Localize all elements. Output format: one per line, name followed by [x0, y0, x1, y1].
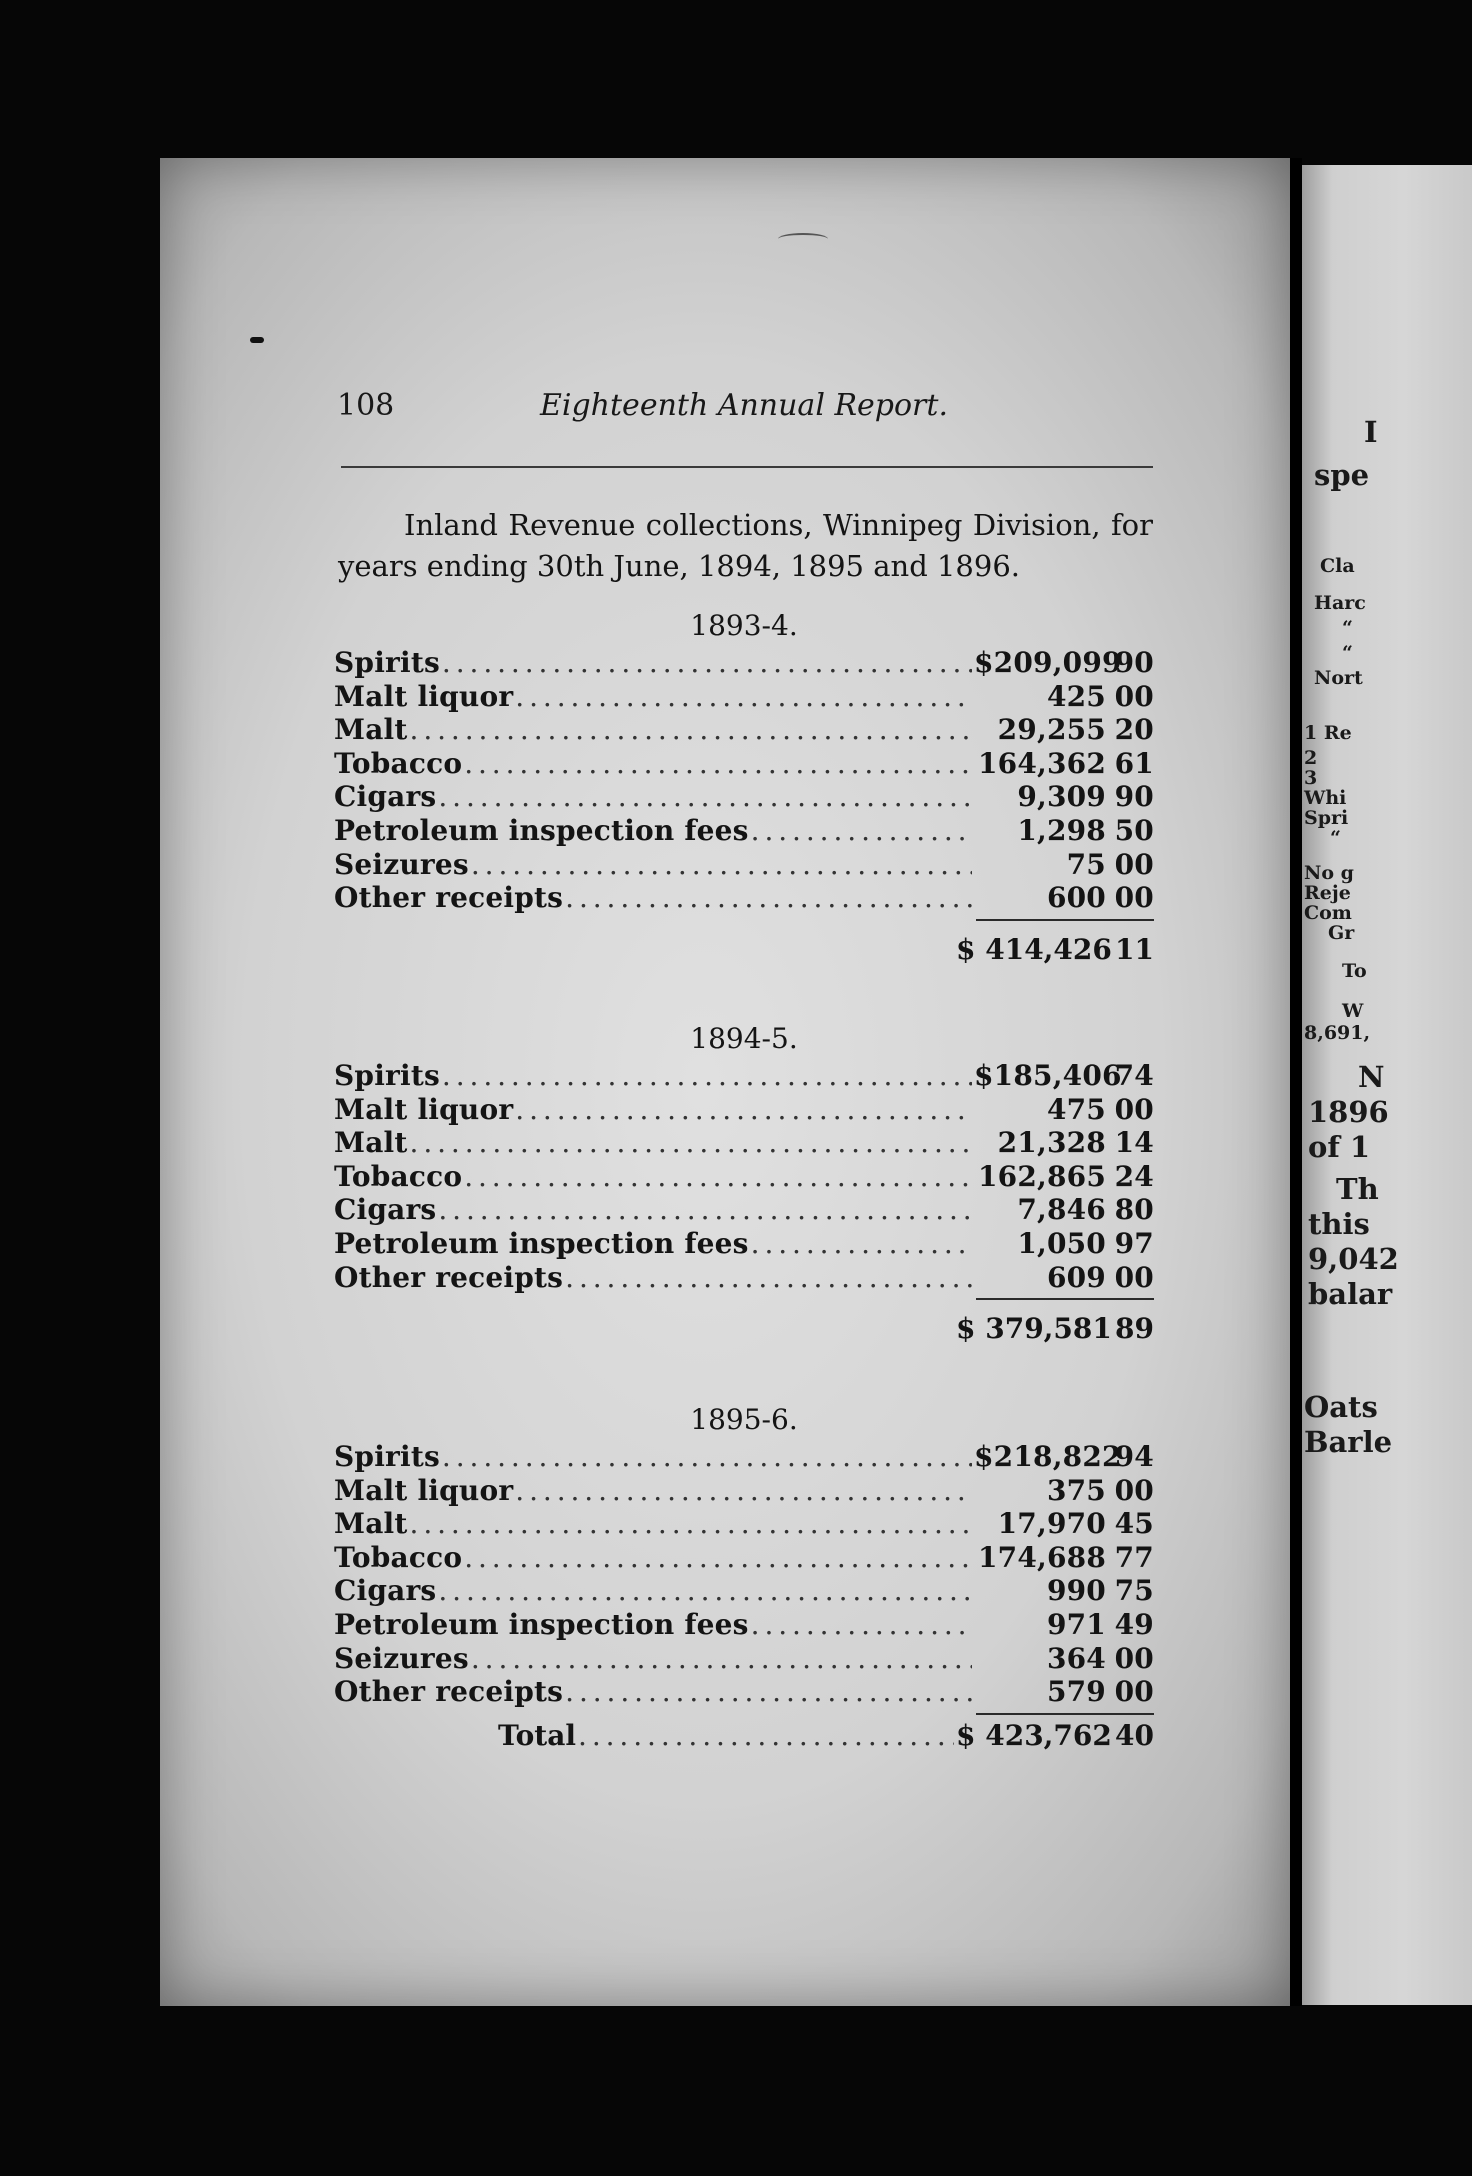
leader-dots [410, 1507, 972, 1540]
leader-dots [565, 881, 972, 914]
facing-page-fragment: Whi [1304, 787, 1347, 809]
row-label: Petroleum inspection fees [334, 1607, 749, 1641]
row-label: Spirits [334, 1440, 440, 1473]
row-dollars: 164,362 [977, 746, 1106, 780]
row-dollars: 9,309 [1017, 780, 1106, 814]
sum-cents: 89 [1115, 1312, 1154, 1346]
row-cents: 97 [1114, 1226, 1154, 1260]
row-cents: 00 [1114, 1473, 1154, 1507]
section-sum [334, 933, 1154, 973]
facing-page-fragment: Harc [1314, 592, 1366, 614]
row-cents: 24 [1114, 1159, 1154, 1193]
row-cents: 00 [1114, 1641, 1154, 1675]
revenue-section-1893-4 [334, 606, 1154, 973]
sum-rule [976, 1298, 1154, 1300]
row-label: Malt liquor [334, 1092, 514, 1126]
leader-dots [464, 1541, 972, 1574]
facing-page-fragment: 9,042 [1308, 1242, 1399, 1276]
row-label: Tobacco [334, 1159, 463, 1193]
table-row [334, 1160, 1154, 1194]
row-dollars: 21,328 [997, 1126, 1106, 1160]
row-dollars: 1,298 [1017, 813, 1106, 847]
table-row [334, 1608, 1154, 1642]
row-dollars: 375 [1046, 1473, 1106, 1507]
row-label: Cigars [334, 1193, 437, 1227]
facing-page-fragment: To [1342, 960, 1367, 982]
row-cents: 00 [1114, 881, 1154, 915]
leader-dots [442, 1440, 972, 1473]
running-title: Eighteenth Annual Report. [539, 388, 948, 423]
section-year: 1895-6. [690, 1403, 798, 1436]
row-dollars: 75 [1066, 847, 1106, 881]
book-page-right [1302, 165, 1472, 2005]
facing-page-fragment: spe [1314, 458, 1370, 492]
leader-dots [515, 680, 972, 713]
table-row [334, 1093, 1154, 1127]
row-label: Tobacco [334, 746, 463, 780]
section-year: 1894-5. [690, 1022, 798, 1055]
section-sum [334, 1312, 1154, 1352]
row-dollars: 17,970 [997, 1507, 1106, 1541]
row-cents: 50 [1114, 813, 1154, 847]
row-dollars: $209,099 [974, 646, 1122, 679]
grand-total [334, 1719, 1154, 1757]
table-row [334, 1440, 1154, 1474]
table-row [334, 1507, 1154, 1541]
row-cents: 49 [1114, 1607, 1154, 1641]
table-row [334, 780, 1154, 814]
leader-dots [442, 1059, 972, 1092]
row-dollars: 425 [1046, 679, 1106, 713]
row-label: Other receipts [334, 881, 564, 915]
revenue-section-1895-6 [334, 1400, 1154, 1757]
leader-dots [471, 848, 972, 881]
row-cents: 90 [1114, 646, 1154, 679]
table-row [334, 680, 1154, 714]
facing-page-fragment: 3 [1304, 767, 1318, 789]
facing-page-fragment: Reje [1304, 882, 1351, 904]
sum-dollars: $ 379,581 [956, 1312, 1112, 1346]
facing-page-fragment: Com [1304, 902, 1352, 924]
sum-dollars: $ 414,426 [956, 932, 1112, 966]
row-cents: 94 [1114, 1440, 1154, 1473]
table-row [334, 1126, 1154, 1160]
leader-dots [751, 1608, 972, 1641]
leader-dots [515, 1093, 972, 1126]
row-dollars: 7,846 [1017, 1193, 1106, 1227]
row-dollars: 990 [1046, 1574, 1106, 1608]
sum-rule [976, 1713, 1154, 1715]
row-dollars: 174,688 [977, 1540, 1106, 1574]
row-cents: 20 [1114, 713, 1154, 747]
leader-dots [438, 1193, 972, 1226]
facing-page-fragment: W [1342, 1000, 1364, 1022]
row-label: Petroleum inspection fees [334, 1226, 749, 1260]
page-header [337, 388, 1151, 428]
table-row [334, 1059, 1154, 1093]
row-dollars: 579 [1046, 1675, 1106, 1709]
page-number: 108 [337, 388, 395, 423]
row-dollars: 364 [1046, 1641, 1106, 1675]
facing-page-fragment: “ [1342, 642, 1353, 664]
row-label: Petroleum inspection fees [334, 813, 749, 847]
leader-dots [751, 1227, 972, 1260]
row-label: Cigars [334, 1574, 437, 1608]
table-row [334, 747, 1154, 781]
leader-dots [438, 780, 972, 813]
row-label: Tobacco [334, 1540, 463, 1574]
row-cents: 00 [1114, 1675, 1154, 1709]
facing-page-fragment: 2 [1304, 747, 1318, 769]
header-rule [341, 466, 1153, 468]
leader-dots [464, 1160, 972, 1193]
facing-page-fragment: Barle [1304, 1425, 1393, 1459]
facing-page-fragment: 1896 [1308, 1095, 1389, 1129]
table-row [334, 1574, 1154, 1608]
leader-dots [751, 814, 972, 847]
sum-rule [976, 919, 1154, 921]
table-row [334, 1227, 1154, 1261]
leader-dots [410, 1126, 972, 1159]
leader-dots [565, 1675, 972, 1708]
row-label: Malt [334, 1126, 408, 1160]
leader-dots [464, 747, 972, 780]
table-row [334, 1541, 1154, 1575]
facing-page-fragment: 1 Re [1304, 722, 1352, 744]
table-row [334, 848, 1154, 882]
row-cents: 61 [1114, 746, 1154, 780]
row-cents: 77 [1114, 1540, 1154, 1574]
row-dollars: 600 [1046, 881, 1106, 915]
leader-dots [471, 1642, 972, 1675]
table-row [334, 713, 1154, 747]
leader-dots [515, 1474, 972, 1507]
row-cents: 45 [1114, 1507, 1154, 1541]
leader-dots [442, 646, 972, 679]
row-label: Seizures [334, 1641, 469, 1675]
total-cents: 40 [1115, 1718, 1154, 1752]
facing-page-fragment: Spri [1304, 807, 1349, 829]
facing-page-fragment: Nort [1314, 667, 1363, 689]
pen-mark [778, 233, 828, 245]
leader-dots [578, 1719, 954, 1752]
row-cents: 00 [1114, 679, 1154, 713]
row-label: Spirits [334, 1059, 440, 1092]
row-dollars: 971 [1046, 1607, 1106, 1641]
facing-page-fragment: I [1364, 415, 1378, 449]
row-label: Cigars [334, 780, 437, 814]
facing-page-fragment: “ [1330, 827, 1341, 849]
row-label: Seizures [334, 847, 469, 881]
row-label: Malt [334, 1507, 408, 1541]
row-cents: 74 [1114, 1059, 1154, 1092]
row-dollars: $185,406 [974, 1059, 1122, 1092]
facing-page-fragment: Cla [1320, 555, 1355, 577]
leader-dots [410, 713, 972, 746]
table-row [334, 1193, 1154, 1227]
row-label: Malt liquor [334, 1473, 514, 1507]
facing-page-fragment: “ [1342, 617, 1353, 639]
leader-dots [438, 1574, 972, 1607]
facing-page-fragment: of 1 [1308, 1130, 1371, 1164]
row-cents: 14 [1114, 1126, 1154, 1160]
sum-cents: 11 [1115, 932, 1154, 966]
facing-page-fragment: balar [1308, 1277, 1393, 1311]
row-dollars: 162,865 [977, 1159, 1106, 1193]
row-dollars: 475 [1046, 1092, 1106, 1126]
facing-page-fragment: Oats [1304, 1390, 1378, 1424]
facing-page-fragment: Th [1336, 1172, 1379, 1206]
table-row [334, 881, 1154, 915]
revenue-section-1894-5 [334, 1019, 1154, 1352]
table-row [334, 646, 1154, 680]
row-label: Other receipts [334, 1675, 564, 1709]
total-dollars: $ 423,762 [956, 1718, 1112, 1752]
section-year: 1893-4. [690, 609, 798, 642]
row-cents: 00 [1114, 1092, 1154, 1126]
row-cents: 00 [1114, 847, 1154, 881]
intro-paragraph: Inland Revenue collections, Winnipeg Division, for years ending 30th June, 1894, 1895 and 1896. [338, 508, 1153, 583]
facing-page-fragment: N [1358, 1060, 1385, 1094]
table-row [334, 1261, 1154, 1295]
table-row [334, 1642, 1154, 1676]
row-dollars: 1,050 [1017, 1226, 1106, 1260]
row-cents: 90 [1114, 780, 1154, 814]
row-label: Spirits [334, 646, 440, 679]
ink-spot [250, 337, 264, 343]
facing-page-fragment: this [1308, 1207, 1370, 1241]
row-dollars: $218,822 [974, 1440, 1122, 1473]
facing-page-fragment: No g [1304, 862, 1354, 884]
table-row [334, 814, 1154, 848]
row-label: Malt liquor [334, 679, 514, 713]
table-row [334, 1474, 1154, 1508]
table-row [334, 1675, 1154, 1709]
row-cents: 80 [1114, 1193, 1154, 1227]
leader-dots [565, 1261, 972, 1294]
row-label: Other receipts [334, 1260, 564, 1294]
facing-page-fragment: 8,691, [1304, 1022, 1371, 1044]
row-label: Malt [334, 713, 408, 747]
row-cents: 00 [1114, 1260, 1154, 1294]
row-dollars: 609 [1046, 1260, 1106, 1294]
facing-page-fragment: Gr [1328, 922, 1355, 944]
row-cents: 75 [1114, 1574, 1154, 1608]
book-gutter [1290, 158, 1302, 2006]
total-label: Total [498, 1718, 577, 1752]
row-dollars: 29,255 [997, 713, 1106, 747]
